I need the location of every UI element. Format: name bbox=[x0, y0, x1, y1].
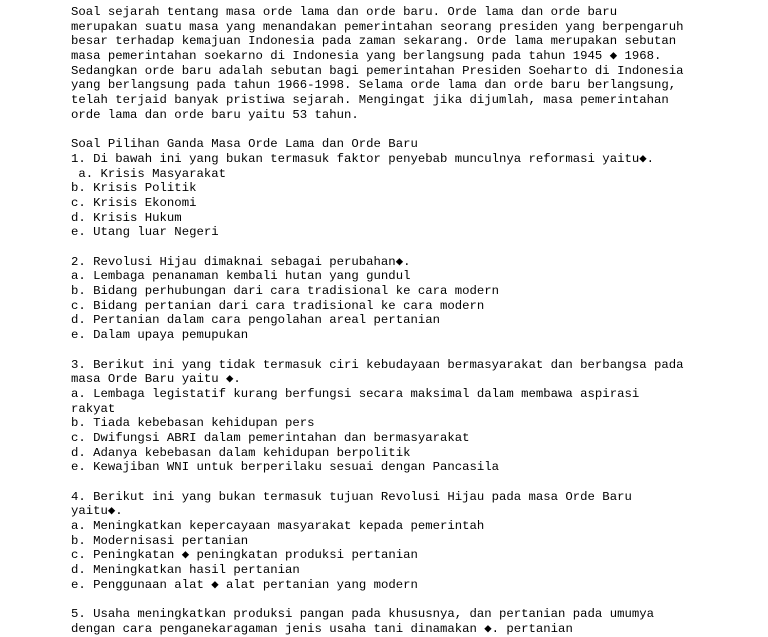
answer-option: a. Meningkatkan kepercayaan masyarakat kepada pemerintah bbox=[71, 519, 485, 534]
answer-option: d. Krisis Hukum bbox=[71, 210, 182, 225]
answer-option: c. Krisis Ekonomi bbox=[71, 195, 197, 210]
question-text: 4. Berikut ini yang bukan termasuk tujuan Revolusi Hijau pada masa Orde Baru bbox=[71, 489, 632, 504]
question-2 bbox=[71, 255, 711, 343]
intro-line: merupakan suatu masa yang menandakan pemerintahan seorang presiden yang berpengaruh bbox=[71, 19, 684, 34]
spacer bbox=[71, 593, 711, 608]
question-5 bbox=[71, 607, 711, 636]
answer-option: e. Kewajiban WNI untuk berperilaku sesuai dengan Pancasila bbox=[71, 460, 500, 475]
answer-option: a. Krisis Masyarakat bbox=[71, 166, 226, 181]
answer-option: e. Dalam upaya pemupukan bbox=[71, 328, 249, 343]
question-3 bbox=[71, 358, 711, 476]
question-text: 3. Berikut ini yang tidak termasuk ciri kebudayaan bermasyarakat dan berbangsa pada bbox=[71, 357, 684, 372]
answer-option: b. Modernisasi pertanian bbox=[71, 533, 249, 548]
question-text: 2. Revolusi Hijau dimaknai sebagai perubahan◆. bbox=[71, 254, 411, 269]
answer-option: c. Dwifungsi ABRI dalam pemerintahan dan bermasyarakat bbox=[71, 430, 470, 445]
question-text: dengan cara penganekaragaman jenis usaha tani dinamakan ◆. pertanian bbox=[71, 621, 573, 636]
spacer bbox=[71, 343, 711, 358]
answer-option: e. Penggunaan alat ◆ alat pertanian yang modern bbox=[71, 577, 418, 592]
answer-option: a. Lembaga legistatif kurang berfungsi secara maksimal dalam membawa aspirasi bbox=[71, 386, 640, 401]
answer-option: d. Pertanian dalam cara pengolahan areal pertanian bbox=[71, 313, 440, 328]
question-text: 5. Usaha meningkatkan produksi pangan pada khususnya, dan pertanian pada umumya bbox=[71, 607, 654, 622]
answer-option: c. Bidang pertanian dari cara tradisional ke cara modern bbox=[71, 298, 485, 313]
spacer bbox=[71, 240, 711, 255]
intro-line: telah terjaid banyak pristiwa sejarah. Mengingat jika dijumlah, masa pemerintahan bbox=[71, 93, 669, 108]
answer-option: b. Tiada kebebasan kehidupan pers bbox=[71, 416, 315, 431]
question-text: 1. Di bawah ini yang bukan termasuk faktor penyebab munculnya reformasi yaitu◆. bbox=[71, 151, 654, 166]
question-1 bbox=[71, 152, 711, 240]
intro-line: Sedangkan orde baru adalah sebutan bagi pemerintahan Presiden Soeharto di Indonesia bbox=[71, 63, 684, 78]
answer-option: a. Lembaga penanaman kembali hutan yang gundul bbox=[71, 269, 411, 284]
spacer bbox=[71, 475, 711, 490]
intro-line: besar terhadap kemajuan Indonesia pada zaman sekarang. Orde lama merupakan sebutan bbox=[71, 34, 677, 49]
question-4 bbox=[71, 490, 711, 593]
intro-line: Soal sejarah tentang masa orde lama dan orde baru. Orde lama dan orde baru bbox=[71, 5, 618, 19]
answer-option: d. Meningkatkan hasil pertanian bbox=[71, 563, 300, 578]
answer-option: e. Utang luar Negeri bbox=[71, 225, 219, 240]
question-text: masa Orde Baru yaitu ◆. bbox=[71, 372, 241, 387]
answer-option: c. Peningkatan ◆ peningkatan produksi pertanian bbox=[71, 548, 418, 563]
document-body bbox=[71, 5, 711, 637]
intro-paragraph bbox=[71, 5, 711, 123]
intro-line: orde lama dan orde baru yaitu 53 tahun. bbox=[71, 107, 359, 122]
answer-option: b. Krisis Politik bbox=[71, 181, 197, 196]
section-title: Soal Pilihan Ganda Masa Orde Lama dan Orde Baru bbox=[71, 137, 418, 152]
answer-option: rakyat bbox=[71, 401, 116, 416]
answer-option: b. Bidang perhubungan dari cara tradisional ke cara modern bbox=[71, 284, 500, 299]
answer-option: d. Adanya kebebasan dalam kehidupan berpolitik bbox=[71, 445, 411, 460]
spacer bbox=[71, 123, 711, 138]
question-text: yaitu◆. bbox=[71, 504, 123, 519]
intro-line: masa pemerintahan soekarno di Indonesia yang berlangsung pada tahun 1945 ◆ 1968. bbox=[71, 49, 662, 64]
intro-line: yang berlangsung pada tahun 1966-1998. Selama orde lama dan orde baru berlangsung, bbox=[71, 78, 677, 93]
